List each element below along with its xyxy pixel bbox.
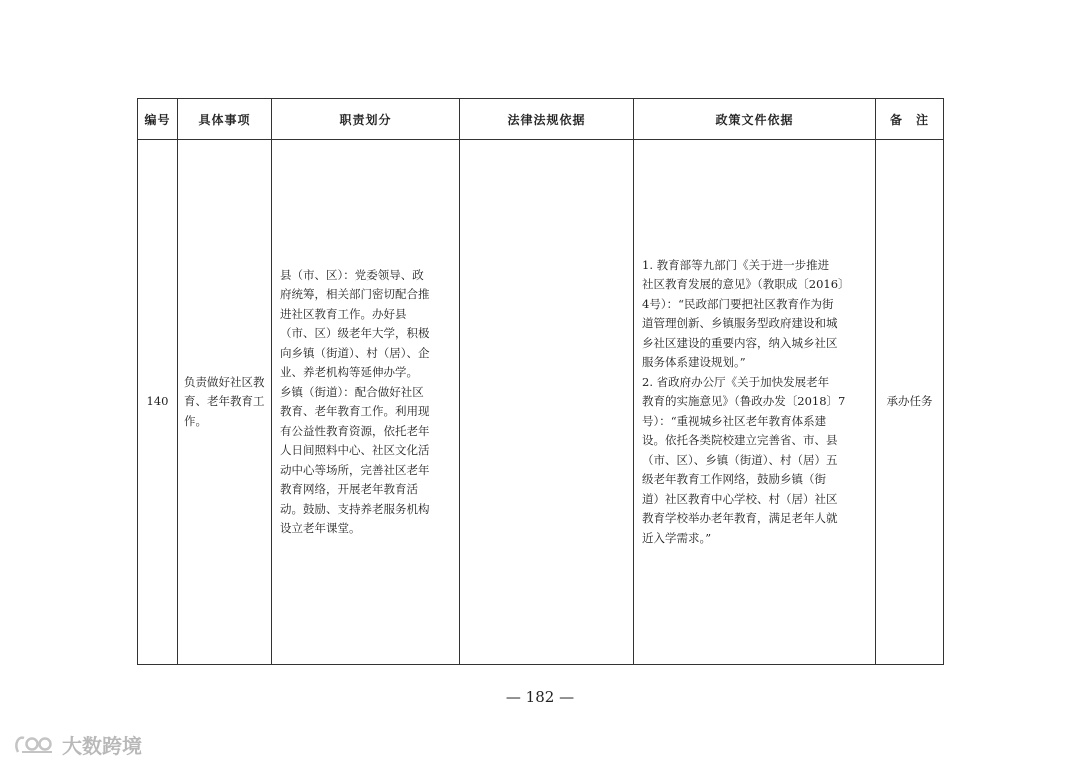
policy-line: 4号）：“民政部门要把社区教育作为街 — [642, 296, 834, 311]
watermark-text: 大数跨境 — [62, 734, 142, 758]
table-header-row — [138, 99, 944, 140]
header-note: 备 注 — [876, 99, 944, 140]
duty-line: 府统筹，相关部门密切配合推 — [280, 287, 430, 301]
header-policy: 政策文件依据 — [634, 99, 876, 140]
cell-policy — [634, 140, 876, 665]
policy-line: 服务体系建设规划。” — [642, 355, 746, 370]
policy-line: 1. 教育部等九部门《关于进一步推进 — [642, 257, 830, 272]
policy-line: 级老年教育工作网络，鼓励乡镇（街 — [642, 472, 826, 487]
policy-line: 号）：“重视城乡社区老年教育体系建 — [642, 413, 827, 428]
duty-line: 动。鼓励、支持养老服务机构 — [280, 501, 430, 516]
policy-line: （市、区）、乡镇（街道）、村（居）五 — [642, 452, 838, 467]
watermark — [12, 730, 142, 759]
watermark-logo-icon — [12, 732, 58, 758]
policy-line: 近入学需求。” — [642, 530, 712, 545]
cell-note: 承办任务 — [876, 140, 944, 665]
cell-number: 140 — [138, 140, 178, 665]
duty-line: 乡镇（街道）：配合做好社区 — [280, 384, 424, 399]
duty-line: 教育、老年教育工作。利用现 — [280, 404, 430, 418]
duty-line: 业、养老机构等延伸办学。 — [280, 365, 418, 379]
header-item: 具体事项 — [178, 99, 272, 140]
cell-item: 负责做好社区教育、老年教育工作。 — [178, 140, 272, 665]
policy-line: 教育的实施意见》（鲁政办发〔2018〕7 — [642, 394, 846, 409]
policy-line: 社区教育发展的意见》（教职成〔2016〕 — [642, 277, 850, 292]
policy-line: 乡社区建设的重要内容，纳入城乡社区 — [642, 335, 838, 350]
header-duty: 职责划分 — [272, 99, 460, 140]
policy-line: 道）社区教育中心学校、村（居）社区 — [642, 491, 838, 506]
duty-line: 设立老年课堂。 — [280, 521, 361, 535]
duty-line: 人日间照料中心、社区文化活 — [280, 443, 430, 457]
policy-line: 设。依托各类院校建立完善省、市、县 — [642, 433, 838, 448]
policy-line: 教育学校举办老年教育，满足老年人就 — [642, 511, 838, 526]
duty-line: 有公益性教育资源，依托老年 — [280, 423, 430, 438]
duty-line: （市、区）级老年大学，积极 — [280, 326, 430, 340]
duty-line: 动中心等场所，完善社区老年 — [280, 462, 430, 477]
duty-line: 进社区教育工作。办好县 — [280, 306, 407, 321]
policy-line: 2. 省政府办公厅《关于加快发展老年 — [642, 374, 830, 389]
page-number: — 182 — — [505, 688, 575, 706]
policy-line: 道管理创新、乡镇服务型政府建设和城 — [642, 316, 838, 331]
cell-duty — [272, 140, 460, 665]
duty-line: 县（市、区）：党委领导、政 — [280, 267, 424, 282]
table-row — [138, 140, 944, 665]
cell-law — [460, 140, 634, 665]
responsibility-table — [137, 98, 944, 665]
header-number: 编号 — [138, 99, 178, 140]
duty-line: 向乡镇（街道）、村（居）、企 — [280, 345, 430, 360]
duty-line: 教育网络，开展老年教育活 — [280, 482, 418, 496]
header-law: 法律法规依据 — [460, 99, 634, 140]
